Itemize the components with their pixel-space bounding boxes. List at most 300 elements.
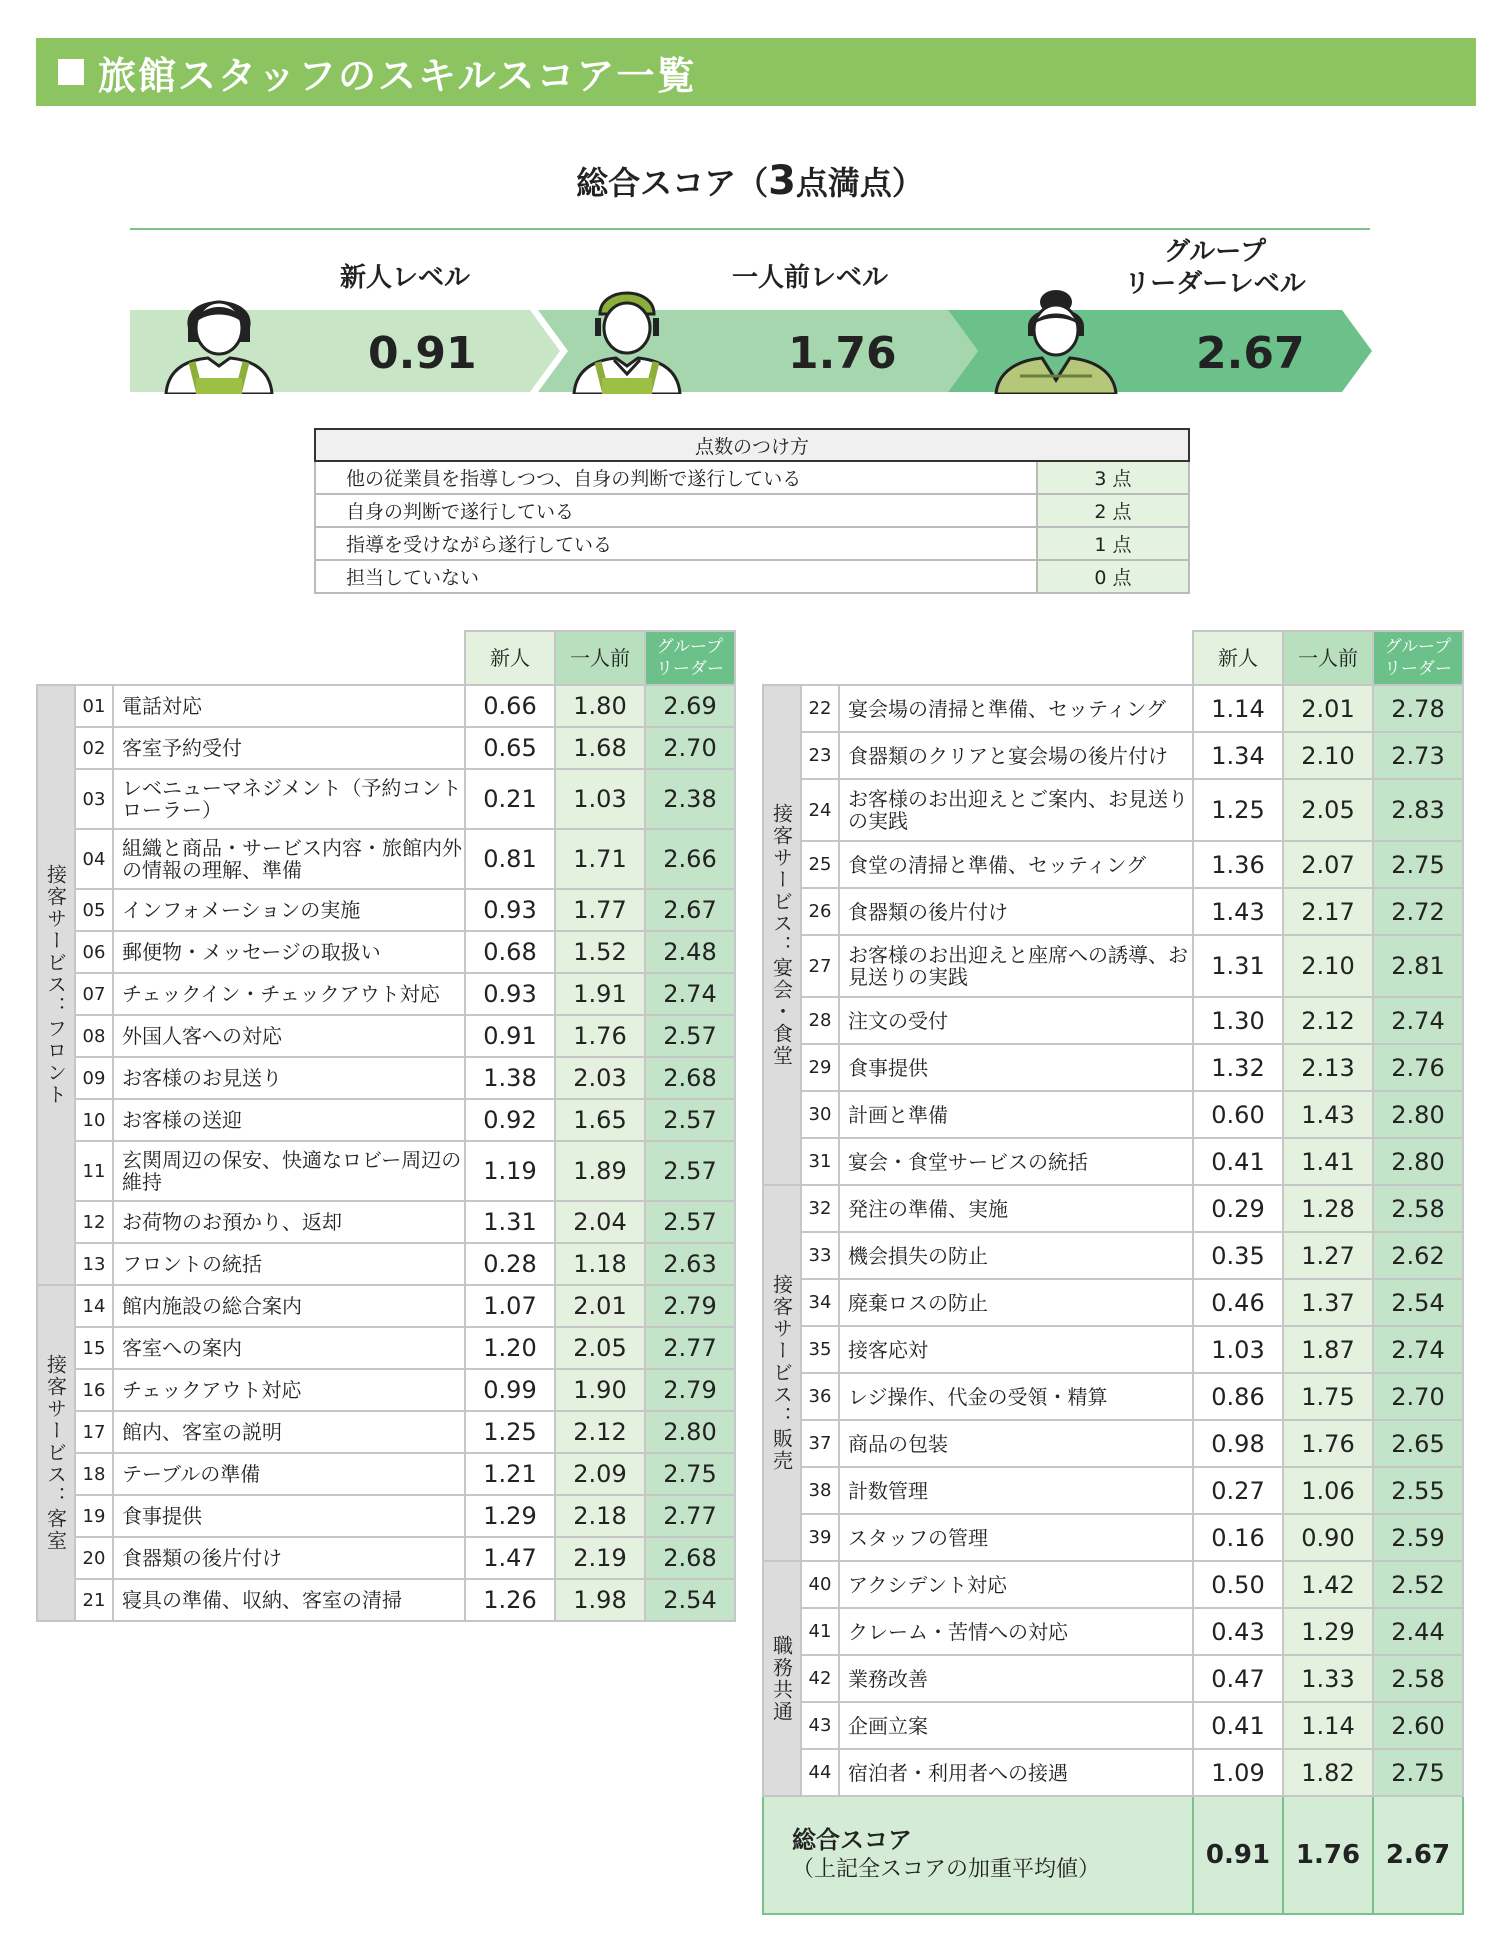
table-row <box>37 1099 735 1141</box>
skill-score-table-right <box>762 630 1464 1915</box>
score-new: 0.50 <box>1193 1561 1283 1608</box>
item-number: 25 <box>801 841 839 888</box>
legend-row: 他の従業員を指導しつつ、自身の判断で遂行している 3 点 <box>315 461 1189 494</box>
score-new: 1.31 <box>465 1201 555 1243</box>
table-row <box>763 1373 1463 1420</box>
score-new: 0.35 <box>1193 1232 1283 1279</box>
item-number: 28 <box>801 997 839 1044</box>
score-competent: 1.90 <box>555 1369 645 1411</box>
score-new: 0.99 <box>465 1369 555 1411</box>
score-competent: 1.29 <box>1283 1608 1373 1655</box>
item-name: 外国人客への対応 <box>113 1015 465 1057</box>
item-number: 42 <box>801 1655 839 1702</box>
table-row <box>763 1185 1463 1232</box>
score-new: 1.29 <box>465 1495 555 1537</box>
item-name: インフォメーションの実施 <box>113 889 465 931</box>
level-label-competent: 一人前レベル <box>731 263 888 293</box>
total-score-competent: 1.76 <box>1283 1796 1373 1914</box>
score-competent: 1.71 <box>555 829 645 889</box>
score-new: 1.25 <box>1193 779 1283 841</box>
item-number: 11 <box>75 1141 113 1201</box>
item-name: お客様のお出迎えとご案内、お見送りの実践 <box>839 779 1193 841</box>
score-new: 0.29 <box>1193 1185 1283 1232</box>
score-new: 1.25 <box>465 1411 555 1453</box>
score-group-leader: 2.77 <box>645 1495 735 1537</box>
item-number: 37 <box>801 1420 839 1467</box>
table-row <box>37 1453 735 1495</box>
item-number: 03 <box>75 769 113 829</box>
score-group-leader: 2.57 <box>645 1015 735 1057</box>
col-header-competent: 一人前 <box>555 631 645 685</box>
score-new: 1.31 <box>1193 935 1283 997</box>
table-row <box>763 1326 1463 1373</box>
skill-score-table-left <box>36 630 736 1622</box>
item-number: 40 <box>801 1561 839 1608</box>
score-new: 0.93 <box>465 889 555 931</box>
category-label: 職務共通 <box>763 1561 801 1796</box>
score-competent: 1.75 <box>1283 1373 1373 1420</box>
item-name: 宿泊者・利用者への接遇 <box>839 1749 1193 1796</box>
table-row <box>37 727 735 769</box>
item-number: 01 <box>75 685 113 727</box>
score-new: 1.03 <box>1193 1326 1283 1373</box>
score-group-leader: 2.79 <box>645 1285 735 1327</box>
item-name: 食器類の後片付け <box>113 1537 465 1579</box>
table-row <box>37 1201 735 1243</box>
score-group-leader: 2.54 <box>645 1579 735 1621</box>
legend-title: 点数のつけ方 <box>315 429 1189 461</box>
score-new: 0.65 <box>465 727 555 769</box>
table-row <box>763 1702 1463 1749</box>
level-value: 0.91 <box>368 328 477 379</box>
table-row <box>763 1091 1463 1138</box>
table-row <box>37 1327 735 1369</box>
item-name: チェックアウト対応 <box>113 1369 465 1411</box>
table-row <box>37 1495 735 1537</box>
score-competent: 1.03 <box>555 769 645 829</box>
item-name: 業務改善 <box>839 1655 1193 1702</box>
table-row <box>763 1749 1463 1796</box>
table-row <box>37 1411 735 1453</box>
score-group-leader: 2.75 <box>1373 1749 1463 1796</box>
score-competent: 1.18 <box>555 1243 645 1285</box>
item-name: 玄関周辺の保安、快適なロビー周辺の維持 <box>113 1141 465 1201</box>
item-name: 接客応対 <box>839 1326 1193 1373</box>
table-row <box>763 1608 1463 1655</box>
score-new: 1.07 <box>465 1285 555 1327</box>
score-group-leader: 2.68 <box>645 1537 735 1579</box>
score-group-leader: 2.65 <box>1373 1420 1463 1467</box>
item-name: クレーム・苦情への対応 <box>839 1608 1193 1655</box>
score-new: 0.86 <box>1193 1373 1283 1420</box>
item-number: 33 <box>801 1232 839 1279</box>
table-row <box>37 1537 735 1579</box>
item-name: 商品の包装 <box>839 1420 1193 1467</box>
score-new: 0.47 <box>1193 1655 1283 1702</box>
score-group-leader: 2.76 <box>1373 1044 1463 1091</box>
score-competent: 2.12 <box>555 1411 645 1453</box>
item-name: お客様の送迎 <box>113 1099 465 1141</box>
score-competent: 2.01 <box>1283 685 1373 732</box>
score-group-leader: 2.54 <box>1373 1279 1463 1326</box>
score-competent: 2.18 <box>555 1495 645 1537</box>
score-group-leader: 2.80 <box>1373 1138 1463 1185</box>
table-row <box>763 1138 1463 1185</box>
table-row <box>763 1232 1463 1279</box>
item-number: 43 <box>801 1702 839 1749</box>
score-competent: 1.82 <box>1283 1749 1373 1796</box>
item-name: 組織と商品・サービス内容・旅館内外の情報の理解、準備 <box>113 829 465 889</box>
score-competent: 1.41 <box>1283 1138 1373 1185</box>
score-group-leader: 2.72 <box>1373 888 1463 935</box>
item-name: 食事提供 <box>113 1495 465 1537</box>
item-number: 23 <box>801 732 839 779</box>
score-competent: 1.89 <box>555 1141 645 1201</box>
score-competent: 1.80 <box>555 685 645 727</box>
score-group-leader: 2.74 <box>645 973 735 1015</box>
category-label: 接客サービス：宴会・食堂 <box>763 685 801 1185</box>
item-number: 10 <box>75 1099 113 1141</box>
score-group-leader: 2.74 <box>1373 997 1463 1044</box>
table-row <box>763 888 1463 935</box>
col-header-competent: 一人前 <box>1283 631 1373 685</box>
score-competent: 2.05 <box>1283 779 1373 841</box>
score-new: 0.66 <box>465 685 555 727</box>
category-label: 接客サービス：販売 <box>763 1185 801 1561</box>
score-competent: 2.03 <box>555 1057 645 1099</box>
item-name: 電話対応 <box>113 685 465 727</box>
score-group-leader: 2.59 <box>1373 1514 1463 1561</box>
category-label: 接客サービス：客室 <box>37 1285 75 1621</box>
table-row <box>37 973 735 1015</box>
score-group-leader: 2.48 <box>645 931 735 973</box>
table-row <box>763 1655 1463 1702</box>
table-row <box>763 1514 1463 1561</box>
col-header-group-leader: グループ リーダー <box>1373 631 1463 685</box>
score-competent: 2.12 <box>1283 997 1373 1044</box>
score-group-leader: 2.74 <box>1373 1326 1463 1373</box>
item-number: 35 <box>801 1326 839 1373</box>
item-number: 08 <box>75 1015 113 1057</box>
category-label: 接客サービス：フロント <box>37 685 75 1285</box>
item-number: 20 <box>75 1537 113 1579</box>
table-row <box>763 841 1463 888</box>
score-competent: 2.17 <box>1283 888 1373 935</box>
item-number: 14 <box>75 1285 113 1327</box>
score-new: 1.20 <box>465 1327 555 1369</box>
score-group-leader: 2.55 <box>1373 1467 1463 1514</box>
item-number: 27 <box>801 935 839 997</box>
score-new: 0.41 <box>1193 1138 1283 1185</box>
item-name: 廃棄ロスの防止 <box>839 1279 1193 1326</box>
score-new: 0.81 <box>465 829 555 889</box>
item-number: 02 <box>75 727 113 769</box>
score-new: 1.09 <box>1193 1749 1283 1796</box>
score-competent: 1.52 <box>555 931 645 973</box>
item-name: 館内、客室の説明 <box>113 1411 465 1453</box>
item-number: 36 <box>801 1373 839 1420</box>
score-new: 0.21 <box>465 769 555 829</box>
item-name: 計数管理 <box>839 1467 1193 1514</box>
table-row <box>37 931 735 973</box>
score-group-leader: 2.44 <box>1373 1608 1463 1655</box>
score-competent: 1.43 <box>1283 1091 1373 1138</box>
table-row <box>763 1420 1463 1467</box>
item-number: 16 <box>75 1369 113 1411</box>
level-value: 2.67 <box>1196 328 1305 379</box>
item-number: 41 <box>801 1608 839 1655</box>
score-group-leader: 2.58 <box>1373 1185 1463 1232</box>
item-number: 26 <box>801 888 839 935</box>
legend-row: 自身の判断で遂行している 2 点 <box>315 494 1189 527</box>
table-row <box>37 829 735 889</box>
score-group-leader: 2.70 <box>645 727 735 769</box>
score-group-leader: 2.68 <box>645 1057 735 1099</box>
score-new: 0.60 <box>1193 1091 1283 1138</box>
score-new: 0.98 <box>1193 1420 1283 1467</box>
item-number: 17 <box>75 1411 113 1453</box>
score-competent: 2.04 <box>555 1201 645 1243</box>
score-group-leader: 2.77 <box>645 1327 735 1369</box>
item-name: レベニューマネジメント（予約コントローラー） <box>113 769 465 829</box>
item-number: 38 <box>801 1467 839 1514</box>
item-number: 12 <box>75 1201 113 1243</box>
heading-divider <box>130 228 1370 230</box>
table-row <box>763 997 1463 1044</box>
item-name: 食器類の後片付け <box>839 888 1193 935</box>
total-score-label: 総合スコア （上記全スコアの加重平均値） <box>763 1796 1193 1914</box>
score-competent: 1.27 <box>1283 1232 1373 1279</box>
table-row <box>763 685 1463 732</box>
item-name: お客様のお出迎えと座席への誘導、お見送りの実践 <box>839 935 1193 997</box>
score-new: 0.93 <box>465 973 555 1015</box>
item-name: 客室への案内 <box>113 1327 465 1369</box>
score-new: 1.34 <box>1193 732 1283 779</box>
score-competent: 1.06 <box>1283 1467 1373 1514</box>
score-new: 0.91 <box>465 1015 555 1057</box>
table-row <box>37 1057 735 1099</box>
level-label-newcomer: 新人レベル <box>339 263 470 293</box>
score-competent: 1.91 <box>555 973 645 1015</box>
score-group-leader: 2.57 <box>645 1099 735 1141</box>
item-number: 09 <box>75 1057 113 1099</box>
score-competent: 1.42 <box>1283 1561 1373 1608</box>
score-group-leader: 2.57 <box>645 1201 735 1243</box>
item-number: 32 <box>801 1185 839 1232</box>
level-value: 1.76 <box>788 328 897 379</box>
col-header-new: 新人 <box>465 631 555 685</box>
score-new: 0.41 <box>1193 1702 1283 1749</box>
total-score-row <box>763 1796 1463 1914</box>
item-name: フロントの統括 <box>113 1243 465 1285</box>
score-competent: 1.77 <box>555 889 645 931</box>
table-row <box>763 1561 1463 1608</box>
score-competent: 2.05 <box>555 1327 645 1369</box>
item-name: 食事提供 <box>839 1044 1193 1091</box>
score-group-leader: 2.63 <box>645 1243 735 1285</box>
score-group-leader: 2.69 <box>645 685 735 727</box>
score-new: 1.21 <box>465 1453 555 1495</box>
item-number: 29 <box>801 1044 839 1091</box>
score-group-leader: 2.81 <box>1373 935 1463 997</box>
item-number: 30 <box>801 1091 839 1138</box>
item-name: 郵便物・メッセージの取扱い <box>113 931 465 973</box>
score-competent: 1.76 <box>555 1015 645 1057</box>
item-number: 13 <box>75 1243 113 1285</box>
group-leader-staff-icon <box>992 280 1120 394</box>
item-name: お荷物のお預かり、返却 <box>113 1201 465 1243</box>
item-name: 注文の受付 <box>839 997 1193 1044</box>
item-name: 宴会・食堂サービスの統括 <box>839 1138 1193 1185</box>
table-row <box>763 779 1463 841</box>
score-group-leader: 2.79 <box>645 1369 735 1411</box>
score-new: 0.27 <box>1193 1467 1283 1514</box>
score-group-leader: 2.78 <box>1373 685 1463 732</box>
item-number: 24 <box>801 779 839 841</box>
item-name: 発注の準備、実施 <box>839 1185 1193 1232</box>
score-competent: 1.87 <box>1283 1326 1373 1373</box>
item-name: チェックイン・チェックアウト対応 <box>113 973 465 1015</box>
item-name: 機会損失の防止 <box>839 1232 1193 1279</box>
score-group-leader: 2.62 <box>1373 1232 1463 1279</box>
page-title: 旅館スタッフのスキルスコア一覧 <box>98 53 697 98</box>
score-competent: 1.76 <box>1283 1420 1373 1467</box>
table-row <box>37 769 735 829</box>
score-group-leader: 2.83 <box>1373 779 1463 841</box>
item-number: 04 <box>75 829 113 889</box>
total-score-group-leader: 2.67 <box>1373 1796 1463 1914</box>
table-row <box>763 1279 1463 1326</box>
score-group-leader: 2.57 <box>645 1141 735 1201</box>
item-number: 15 <box>75 1327 113 1369</box>
newcomer-staff-icon <box>158 282 280 394</box>
item-name: スタッフの管理 <box>839 1514 1193 1561</box>
score-group-leader: 2.67 <box>645 889 735 931</box>
score-new: 0.16 <box>1193 1514 1283 1561</box>
competent-staff-icon <box>566 278 688 394</box>
table-row <box>763 935 1463 997</box>
score-competent: 1.65 <box>555 1099 645 1141</box>
score-new: 1.26 <box>465 1579 555 1621</box>
score-new: 1.30 <box>1193 997 1283 1044</box>
score-competent: 2.19 <box>555 1537 645 1579</box>
score-new: 1.19 <box>465 1141 555 1201</box>
score-new: 1.38 <box>465 1057 555 1099</box>
item-name: お客様のお見送り <box>113 1057 465 1099</box>
item-name: 宴会場の清掃と準備、セッティング <box>839 685 1193 732</box>
item-name: テーブルの準備 <box>113 1453 465 1495</box>
score-competent: 1.98 <box>555 1579 645 1621</box>
score-competent: 1.14 <box>1283 1702 1373 1749</box>
item-name: 食堂の清掃と準備、セッティング <box>839 841 1193 888</box>
score-group-leader: 2.58 <box>1373 1655 1463 1702</box>
table-row <box>763 1467 1463 1514</box>
level-label-group-leader: グループ リーダーレベル <box>1124 237 1306 299</box>
table-row <box>37 1015 735 1057</box>
item-name: 計画と準備 <box>839 1091 1193 1138</box>
score-group-leader: 2.60 <box>1373 1702 1463 1749</box>
item-number: 44 <box>801 1749 839 1796</box>
score-group-leader: 2.52 <box>1373 1561 1463 1608</box>
score-competent: 2.10 <box>1283 732 1373 779</box>
item-number: 39 <box>801 1514 839 1561</box>
score-new: 1.32 <box>1193 1044 1283 1091</box>
item-name: 館内施設の総合案内 <box>113 1285 465 1327</box>
score-group-leader: 2.80 <box>645 1411 735 1453</box>
score-competent: 0.90 <box>1283 1514 1373 1561</box>
table-row <box>37 1141 735 1201</box>
score-group-leader: 2.73 <box>1373 732 1463 779</box>
table-row <box>37 685 735 727</box>
score-competent: 2.13 <box>1283 1044 1373 1091</box>
score-competent: 2.07 <box>1283 841 1373 888</box>
score-new: 0.68 <box>465 931 555 973</box>
item-number: 19 <box>75 1495 113 1537</box>
item-number: 18 <box>75 1453 113 1495</box>
table-row <box>763 732 1463 779</box>
col-header-group-leader: グループ リーダー <box>645 631 735 685</box>
item-number: 06 <box>75 931 113 973</box>
col-header-new: 新人 <box>1193 631 1283 685</box>
legend-row: 担当していない 0 点 <box>315 560 1189 593</box>
score-new: 1.47 <box>465 1537 555 1579</box>
item-name: アクシデント対応 <box>839 1561 1193 1608</box>
score-competent: 1.28 <box>1283 1185 1373 1232</box>
score-competent: 2.10 <box>1283 935 1373 997</box>
score-group-leader: 2.70 <box>1373 1373 1463 1420</box>
item-number: 21 <box>75 1579 113 1621</box>
table-row <box>37 889 735 931</box>
score-group-leader: 2.75 <box>645 1453 735 1495</box>
item-name: 寝具の準備、収納、客室の清掃 <box>113 1579 465 1621</box>
score-group-leader: 2.75 <box>1373 841 1463 888</box>
score-competent: 1.68 <box>555 727 645 769</box>
score-new: 0.28 <box>465 1243 555 1285</box>
score-new: 0.92 <box>465 1099 555 1141</box>
legend-row: 指導を受けながら遂行している 1 点 <box>315 527 1189 560</box>
item-number: 34 <box>801 1279 839 1326</box>
table-row <box>37 1579 735 1621</box>
total-score-new: 0.91 <box>1193 1796 1283 1914</box>
score-competent: 2.09 <box>555 1453 645 1495</box>
item-name: 企画立案 <box>839 1702 1193 1749</box>
table-row <box>37 1243 735 1285</box>
item-number: 22 <box>801 685 839 732</box>
score-group-leader: 2.80 <box>1373 1091 1463 1138</box>
score-group-leader: 2.38 <box>645 769 735 829</box>
item-number: 07 <box>75 973 113 1015</box>
score-new: 1.36 <box>1193 841 1283 888</box>
page-header <box>36 38 1476 106</box>
item-name: 客室予約受付 <box>113 727 465 769</box>
table-row <box>37 1369 735 1411</box>
table-row <box>763 1044 1463 1091</box>
square-bullet-icon <box>58 59 84 85</box>
item-number: 31 <box>801 1138 839 1185</box>
score-competent: 1.33 <box>1283 1655 1373 1702</box>
table-row <box>37 1285 735 1327</box>
item-name: 食器類のクリアと宴会場の後片付け <box>839 732 1193 779</box>
score-new: 0.43 <box>1193 1608 1283 1655</box>
score-competent: 2.01 <box>555 1285 645 1327</box>
item-number: 05 <box>75 889 113 931</box>
score-group-leader: 2.66 <box>645 829 735 889</box>
score-new: 1.43 <box>1193 888 1283 935</box>
scoring-legend <box>314 428 1190 594</box>
overall-score-heading: 総合スコア（3点満点） <box>576 158 924 204</box>
score-new: 0.46 <box>1193 1279 1283 1326</box>
score-competent: 1.37 <box>1283 1279 1373 1326</box>
